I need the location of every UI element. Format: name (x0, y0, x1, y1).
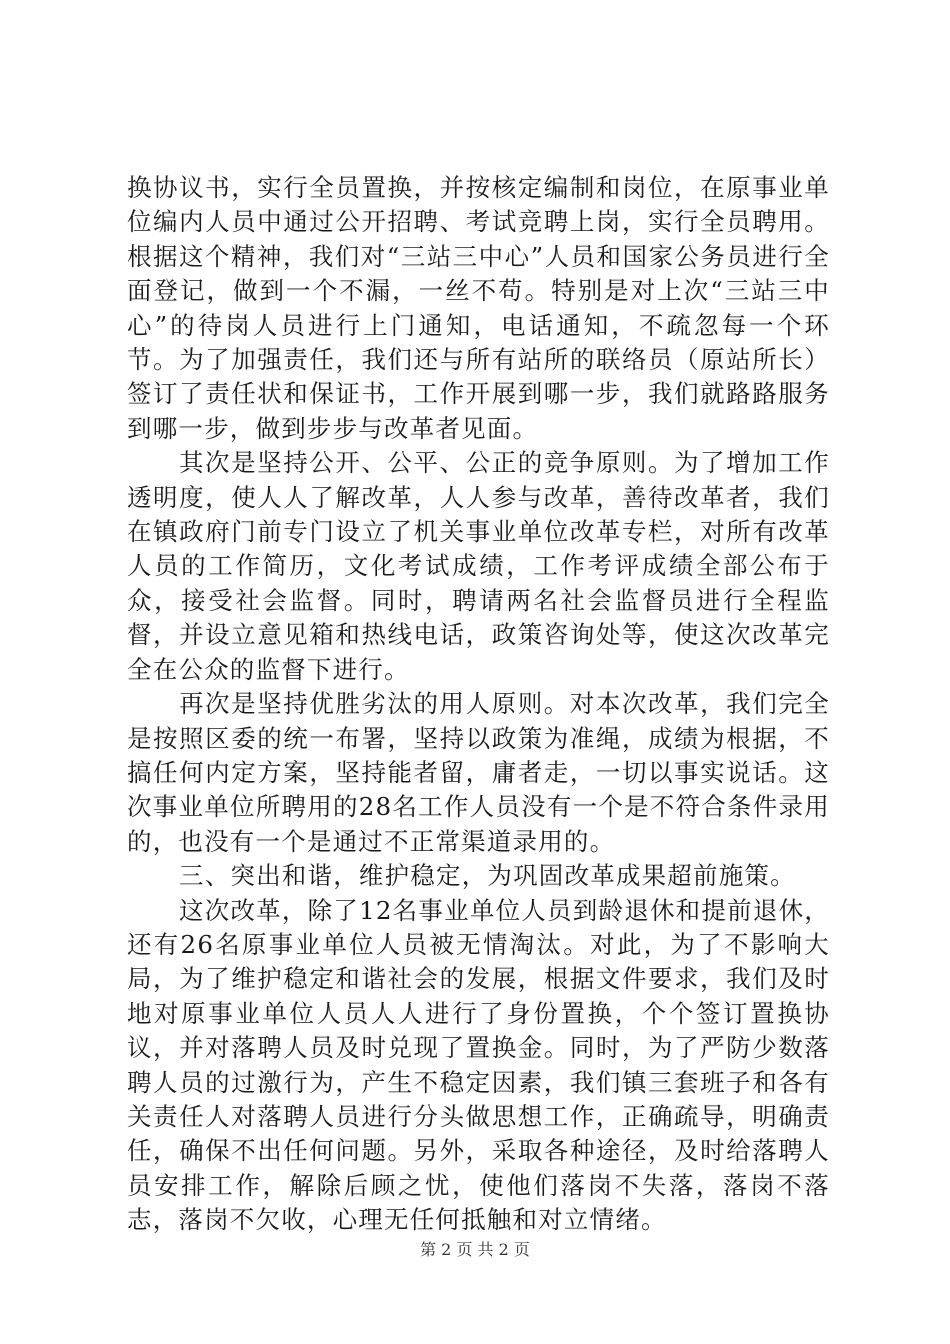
page-number-footer: 第 2 页 共 2 页 (420, 1240, 530, 1259)
paragraph-continuation: 换协议书，实行全员置换，并按核定编制和岗位，在原事业单位编内人员中通过公开招聘、考试竞聘上岗，实行全员聘用。根据这个精神，我们对“三站三中心”人员和国家公务员进行全面登记，做到一个不漏，一丝不苟。特别是对上次“三站三中心”的待岗人员进行上门通知，电话通知，不疏忽每一个环节。为了加强责任，我们还与所有站所的联络员（原站所长）签订了责任状和保证书，工作开展到哪一步，我们就路路服务到哪一步，做到步步与改革者见面。 (127, 173, 830, 443)
paragraph-third-principle: 再次是坚持优胜劣汰的用人原则。对本次改革，我们完全是按照区委的统一布署，坚持以政策为准绳，成绩为根据，不搞任何内定方案，坚持能者留，庸者走，一切以事实说话。这次事业单位所聘用的28名工作人员没有一个是不符合条件录用的，也没有一个是通过不正常渠道录用的。 (127, 689, 830, 856)
section-heading-three: 三、突出和谐，维护稳定，为巩固改革成果超前施策。 (179, 861, 796, 891)
document-body (127, 171, 830, 1238)
paragraph-reform-stability: 这次改革，除了12名事业单位人员到龄退休和提前退休，还有26名原事业单位人员被无情淘汰。对此，为了不影响大局，为了维护稳定和谐社会的发展，根据文件要求，我们及时地对原事业单位人员人人进行了身份置换，个个签订置换协议，并对落聘人员及时兑现了置换金。同时，为了严防少数落聘人员的过激行为，产生不稳定因素，我们镇三套班子和各有关责任人对落聘人员进行分头做思想工作，正确疏导，明确责任，确保不出任何问题。另外，采取各种途径，及时给落聘人员安排工作，解除后顾之忧，使他们落岗不失落，落岗不落志，落岗不欠收，心理无任何抵触和对立情绪。 (127, 895, 830, 1235)
paragraph-second-principle: 其次是坚持公开、公平、公正的竞争原则。为了增加工作透明度，使人人了解改革，人人参与改革，善待改革者，我们在镇政府门前专门设立了机关事业单位改革专栏，对所有改革人员的工作简历，文化考试成绩，工作考评成绩全部公布于众，接受社会监督。同时，聘请两名社会监督员进行全程监督，并设立意见箱和热线电话，政策咨询处等，使这次改革完全在公众的监督下进行。 (127, 448, 830, 684)
